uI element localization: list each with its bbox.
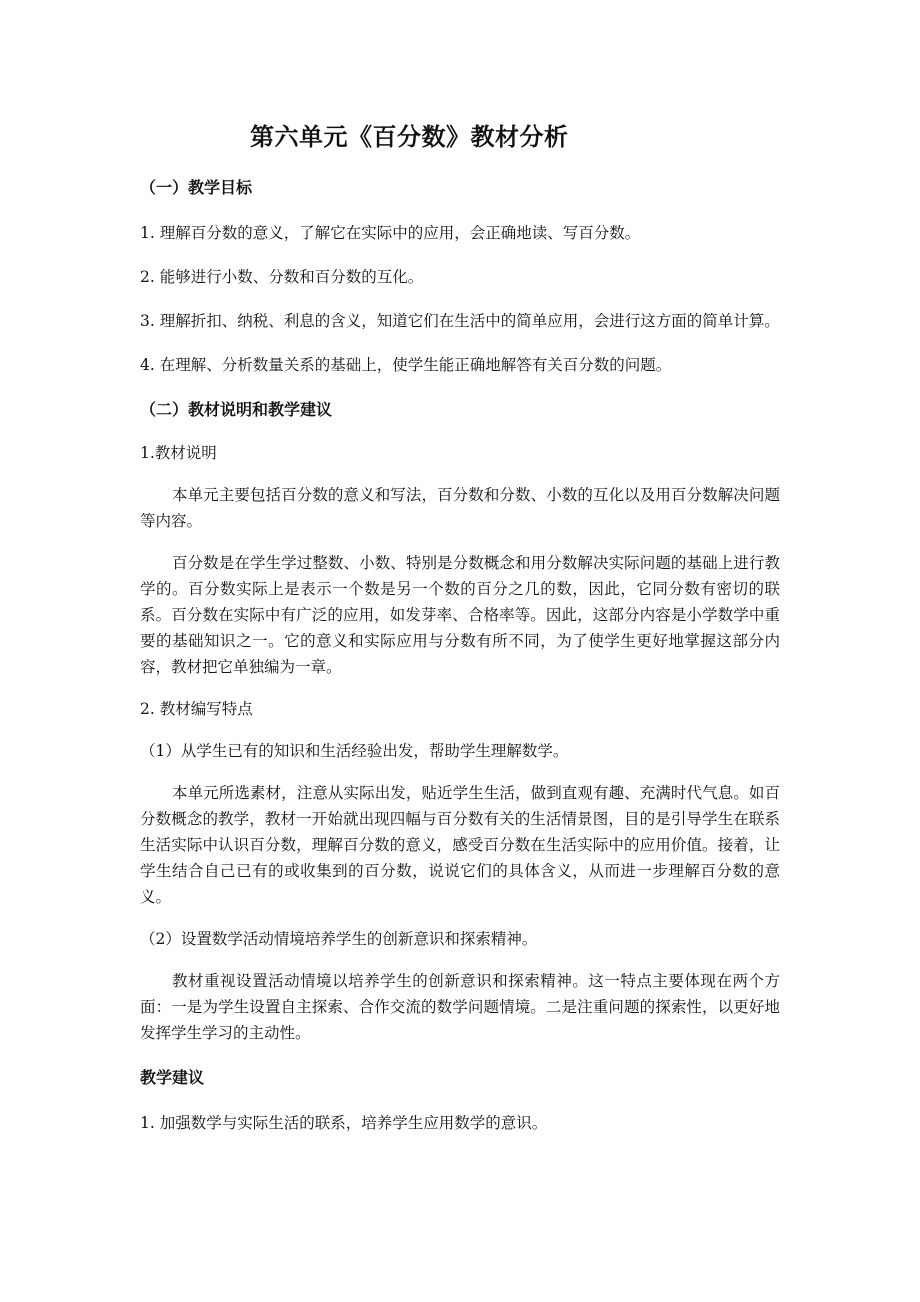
goal-item-2: 2. 能够进行小数、分数和百分数的互化。	[140, 268, 424, 286]
feature-point-2-paragraph: 教材重视设置活动情境以培养学生的创新意识和探索精神。这一特点主要体现在两个方面：一是为学生设置自主探索、合作交流的数学问题情境。二是注重问题的探索性，以更好地发挥学生学习的主动性。	[140, 972, 780, 1042]
goal-item-3: 3. 理解折扣、纳税、利息的含义，知道它们在生活中的简单应用，会进行这方面的简单计算。	[140, 312, 780, 330]
goal-item-4: 4. 在理解、分析数量关系的基础上，使学生能正确地解答有关百分数的问题。	[140, 356, 672, 374]
feature-point-2-title: （2）设置数学活动情境培养学生的创新意识和探索精神。	[140, 930, 538, 948]
suggestion-item-1: 1. 加强数学与实际生活的联系，培养学生应用数学的意识。	[140, 1114, 548, 1132]
subsection-title-material-description: 1.教材说明	[140, 444, 217, 462]
section-heading-teaching-suggestions: 教学建议	[140, 1068, 205, 1087]
feature-point-1-paragraph: 本单元所选素材，注意从实际出发，贴近学生生活，做到直观有趣、充满时代气息。如百分数概念的教学，教材一开始就出现四幅与百分数有关的生活情景图，目的是引导学生在联系生活实际中认识百分数，理解百分数的意义，感受百分数在生活实际中的应用价值。接着，让学生结合自己已有的或收集到的百分数，说说它们的具体含义，从而进一步理解百分数的意义。	[140, 784, 780, 906]
subsection-title-writing-features: 2. 教材编写特点	[140, 700, 253, 718]
feature-point-1-title: （1）从学生已有的知识和生活经验出发，帮助学生理解数学。	[140, 742, 569, 760]
paragraph-percentage-meaning: 百分数是在学生学过整数、小数、特别是分数概念和用分数解决实际问题的基础上进行教学的。百分数实际上是表示一个数是另一个数的百分之几的数，因此，它同分数有密切的联系。百分数在实际中有广泛的应用，如发芽率、合格率等。因此，这部分内容是小学数学中重要的基础知识之一。它的意义和实际应用与分数有所不同，为了使学生更好地掌握这部分内容，教材把它单独编为一章。	[140, 554, 780, 676]
document-title: 第六单元《百分数》教材分析	[250, 122, 569, 151]
document-body	[140, 112, 780, 1136]
section-heading-teaching-goals: （一）教学目标	[140, 178, 253, 197]
goal-item-1: 1. 理解百分数的意义，了解它在实际中的应用，会正确地读、写百分数。	[140, 224, 641, 242]
paragraph-unit-content: 本单元主要包括百分数的意义和写法，百分数和分数、小数的互化以及用百分数解决问题等内容。	[140, 486, 780, 530]
section-heading-material-description: （二）教材说明和教学建议	[140, 400, 333, 419]
